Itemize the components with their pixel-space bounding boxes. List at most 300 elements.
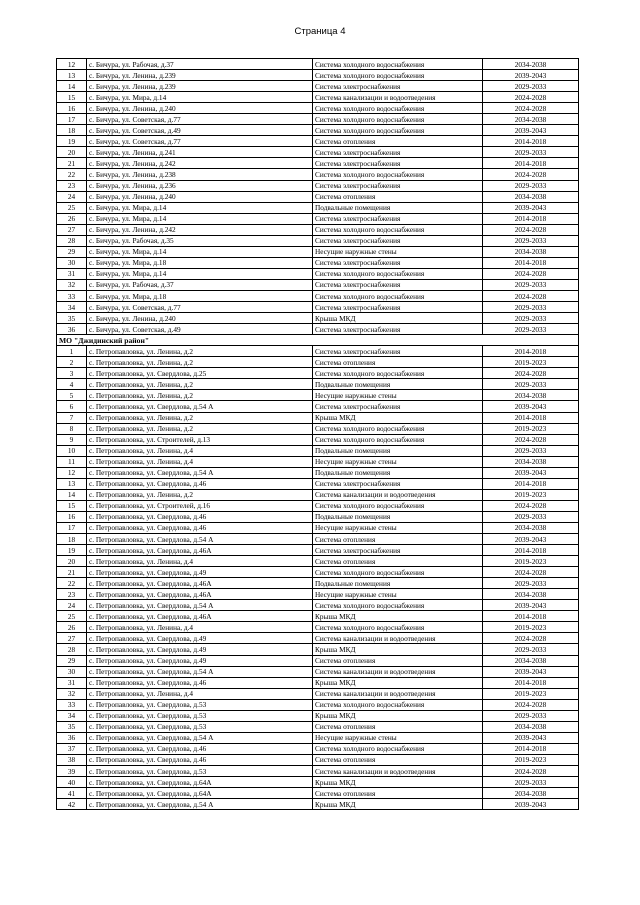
row-number: 24 (57, 191, 87, 202)
row-number: 37 (57, 743, 87, 754)
table-row (57, 688, 579, 699)
period-cell: 2034-2038 (483, 390, 579, 401)
address-cell: с. Петропавловка, ул. Свердлова, д.54 А (87, 600, 313, 611)
address-cell: с. Петропавловка, ул. Ленина, д.4 (87, 688, 313, 699)
address-cell: с. Бичура, ул. Мира, д.14 (87, 213, 313, 224)
address-cell: с. Бичура, ул. Мира, д.18 (87, 290, 313, 301)
address-cell: с. Петропавловка, ул. Свердлова, д.54 А (87, 534, 313, 545)
row-number: 19 (57, 136, 87, 147)
table-row (57, 434, 579, 445)
row-number: 12 (57, 59, 87, 70)
row-number: 40 (57, 777, 87, 788)
row-number: 23 (57, 180, 87, 191)
row-number: 13 (57, 478, 87, 489)
period-cell: 2024-2028 (483, 766, 579, 777)
period-cell: 2014-2018 (483, 412, 579, 423)
table-row (57, 279, 579, 290)
period-cell: 2034-2038 (483, 191, 579, 202)
address-cell: с. Петропавловка, ул. Свердлова, д.49 (87, 633, 313, 644)
system-cell: Система электроснабжения (313, 545, 483, 556)
address-cell: с. Бичура, ул. Мира, д.18 (87, 257, 313, 268)
period-cell: 2034-2038 (483, 788, 579, 799)
period-cell: 2034-2038 (483, 114, 579, 125)
period-cell: 2024-2028 (483, 92, 579, 103)
row-number: 41 (57, 788, 87, 799)
period-cell: 2034-2038 (483, 522, 579, 533)
row-number: 39 (57, 766, 87, 777)
system-cell: Подвальные помещения (313, 379, 483, 390)
system-cell: Система холодного водоснабжения (313, 622, 483, 633)
row-number: 13 (57, 70, 87, 81)
row-number: 10 (57, 445, 87, 456)
row-number: 26 (57, 622, 87, 633)
row-number: 6 (57, 401, 87, 412)
system-cell: Система холодного водоснабжения (313, 699, 483, 710)
address-cell: с. Бичура, ул. Ленина, д.240 (87, 191, 313, 202)
table-row (57, 666, 579, 677)
row-number: 23 (57, 589, 87, 600)
address-cell: с. Бичура, ул. Ленина, д.238 (87, 169, 313, 180)
row-number: 1 (57, 346, 87, 357)
system-cell: Крыша МКД (313, 611, 483, 622)
system-cell: Система холодного водоснабжения (313, 743, 483, 754)
table-row (57, 545, 579, 556)
address-cell: с. Бичура, ул. Ленина, д.239 (87, 70, 313, 81)
period-cell: 2014-2018 (483, 136, 579, 147)
table-row (57, 324, 579, 335)
table-row (57, 578, 579, 589)
table-row (57, 699, 579, 710)
table-row (57, 114, 579, 125)
table-row (57, 125, 579, 136)
system-cell: Несущие наружные стены (313, 246, 483, 257)
period-cell: 2029-2033 (483, 235, 579, 246)
system-cell: Система холодного водоснабжения (313, 59, 483, 70)
row-number: 34 (57, 302, 87, 313)
address-cell: с. Петропавловка, ул. Ленина, д.4 (87, 556, 313, 567)
address-cell: с. Бичура, ул. Мира, д.14 (87, 92, 313, 103)
row-number: 16 (57, 511, 87, 522)
system-cell: Система электроснабжения (313, 302, 483, 313)
row-number: 5 (57, 390, 87, 401)
table-section-heading (57, 335, 579, 346)
system-cell: Система канализации и водоотведения (313, 666, 483, 677)
table-row (57, 644, 579, 655)
system-cell: Крыша МКД (313, 313, 483, 324)
table-row (57, 169, 579, 180)
table-row (57, 732, 579, 743)
address-cell: с. Петропавловка, ул. Свердлова, д.54 А (87, 467, 313, 478)
table-row (57, 357, 579, 368)
address-cell: с. Бичура, ул. Рабочая, д.37 (87, 59, 313, 70)
period-cell: 2024-2028 (483, 224, 579, 235)
system-cell: Система холодного водоснабжения (313, 114, 483, 125)
table-row (57, 390, 579, 401)
address-cell: с. Петропавловка, ул. Ленина, д.4 (87, 445, 313, 456)
table-row (57, 202, 579, 213)
period-cell: 2039-2043 (483, 70, 579, 81)
period-cell: 2034-2038 (483, 655, 579, 666)
table-row (57, 600, 579, 611)
system-cell: Система холодного водоснабжения (313, 70, 483, 81)
system-cell: Система электроснабжения (313, 158, 483, 169)
address-cell: с. Петропавловка, ул. Свердлова, д.25 (87, 368, 313, 379)
system-cell: Система холодного водоснабжения (313, 169, 483, 180)
address-cell: с. Бичура, ул. Рабочая, д.37 (87, 279, 313, 290)
row-number: 3 (57, 368, 87, 379)
system-cell: Система электроснабжения (313, 346, 483, 357)
period-cell: 2019-2023 (483, 357, 579, 368)
table-row (57, 500, 579, 511)
period-cell: 2019-2023 (483, 489, 579, 500)
row-number: 29 (57, 655, 87, 666)
period-cell: 2014-2018 (483, 158, 579, 169)
address-cell: с. Петропавловка, ул. Свердлова, д.49 (87, 567, 313, 578)
address-cell: с. Петропавловка, ул. Свердлова, д.53 (87, 766, 313, 777)
address-cell: с. Бичура, ул. Ленина, д.242 (87, 224, 313, 235)
address-cell: с. Петропавловка, ул. Свердлова, д.53 (87, 710, 313, 721)
address-cell: с. Петропавловка, ул. Свердлова, д.46 (87, 754, 313, 765)
row-number: 14 (57, 81, 87, 92)
table-row (57, 70, 579, 81)
table-row (57, 721, 579, 732)
period-cell: 2039-2043 (483, 534, 579, 545)
period-cell: 2034-2038 (483, 59, 579, 70)
row-number: 11 (57, 456, 87, 467)
table-row (57, 522, 579, 533)
period-cell: 2019-2023 (483, 688, 579, 699)
period-cell: 2014-2018 (483, 346, 579, 357)
period-cell: 2029-2033 (483, 777, 579, 788)
system-cell: Подвальные помещения (313, 467, 483, 478)
row-number: 30 (57, 257, 87, 268)
address-cell: с. Петропавловка, ул. Ленина, д.4 (87, 456, 313, 467)
system-cell: Крыша МКД (313, 677, 483, 688)
address-cell: с. Петропавловка, ул. Свердлова, д.46А (87, 545, 313, 556)
address-cell: с. Петропавловка, ул. Свердлова, д.46А (87, 611, 313, 622)
table-row (57, 456, 579, 467)
system-cell: Система холодного водоснабжения (313, 290, 483, 301)
address-cell: с. Петропавловка, ул. Свердлова, д.46 (87, 677, 313, 688)
row-number: 34 (57, 710, 87, 721)
address-cell: с. Петропавловка, ул. Свердлова, д.53 (87, 699, 313, 710)
row-number: 42 (57, 799, 87, 810)
system-cell: Система канализации и водоотведения (313, 92, 483, 103)
table-row (57, 257, 579, 268)
period-cell: 2034-2038 (483, 246, 579, 257)
row-number: 27 (57, 224, 87, 235)
row-number: 36 (57, 324, 87, 335)
period-cell: 2034-2038 (483, 456, 579, 467)
system-cell: Система электроснабжения (313, 324, 483, 335)
system-cell: Несущие наружные стены (313, 390, 483, 401)
row-number: 12 (57, 467, 87, 478)
table-row (57, 147, 579, 158)
row-number: 18 (57, 534, 87, 545)
table-row (57, 611, 579, 622)
address-cell: с. Бичура, ул. Ленина, д.239 (87, 81, 313, 92)
table-row (57, 655, 579, 666)
system-cell: Система электроснабжения (313, 180, 483, 191)
period-cell: 2024-2028 (483, 169, 579, 180)
period-cell: 2029-2033 (483, 578, 579, 589)
address-cell: с. Петропавловка, ул. Строителей, д.13 (87, 434, 313, 445)
address-cell: с. Петропавловка, ул. Свердлова, д.64А (87, 788, 313, 799)
system-cell: Подвальные помещения (313, 202, 483, 213)
period-cell: 2024-2028 (483, 368, 579, 379)
period-cell: 2029-2033 (483, 511, 579, 522)
period-cell: 2024-2028 (483, 567, 579, 578)
period-cell: 2039-2043 (483, 799, 579, 810)
system-cell: Крыша МКД (313, 710, 483, 721)
table-row (57, 136, 579, 147)
row-number: 30 (57, 666, 87, 677)
table-row (57, 401, 579, 412)
system-cell: Система электроснабжения (313, 147, 483, 158)
row-number: 25 (57, 611, 87, 622)
address-cell: с. Петропавловка, ул. Свердлова, д.46 (87, 511, 313, 522)
page-title: Страница 4 (294, 26, 346, 37)
table-row (57, 213, 579, 224)
address-cell: с. Бичура, ул. Мира, д.14 (87, 202, 313, 213)
system-cell: Система холодного водоснабжения (313, 224, 483, 235)
address-cell: с. Бичура, ул. Рабочая, д.35 (87, 235, 313, 246)
address-cell: с. Бичура, ул. Ленина, д.241 (87, 147, 313, 158)
address-cell: с. Бичура, ул. Советская, д.49 (87, 125, 313, 136)
system-cell: Система отопления (313, 655, 483, 666)
system-cell: Крыша МКД (313, 412, 483, 423)
period-cell: 2024-2028 (483, 290, 579, 301)
address-cell: с. Петропавловка, ул. Свердлова, д.49 (87, 644, 313, 655)
table-row (57, 81, 579, 92)
table-row (57, 622, 579, 633)
system-cell: Система холодного водоснабжения (313, 103, 483, 114)
address-cell: с. Петропавловка, ул. Ленина, д.2 (87, 423, 313, 434)
system-cell: Система электроснабжения (313, 213, 483, 224)
period-cell: 2024-2028 (483, 500, 579, 511)
system-cell: Крыша МКД (313, 777, 483, 788)
system-cell: Несущие наружные стены (313, 589, 483, 600)
row-number: 21 (57, 158, 87, 169)
period-cell: 2019-2023 (483, 622, 579, 633)
system-cell: Система отопления (313, 556, 483, 567)
period-cell: 2014-2018 (483, 257, 579, 268)
row-number: 16 (57, 103, 87, 114)
period-cell: 2034-2038 (483, 721, 579, 732)
table-row (57, 788, 579, 799)
address-cell: с. Петропавловка, ул. Ленина, д.2 (87, 412, 313, 423)
address-cell: с. Петропавловка, ул. Ленина, д.4 (87, 622, 313, 633)
system-cell: Система холодного водоснабжения (313, 268, 483, 279)
address-cell: с. Петропавловка, ул. Свердлова, д.46А (87, 578, 313, 589)
address-cell: с. Петропавловка, ул. Свердлова, д.64А (87, 777, 313, 788)
system-cell: Система электроснабжения (313, 279, 483, 290)
row-number: 4 (57, 379, 87, 390)
row-number: 18 (57, 125, 87, 136)
table-row (57, 633, 579, 644)
period-cell: 2039-2043 (483, 401, 579, 412)
address-cell: с. Петропавловка, ул. Свердлова, д.46 (87, 522, 313, 533)
address-cell: с. Бичура, ул. Ленина, д.240 (87, 313, 313, 324)
period-cell: 2039-2043 (483, 202, 579, 213)
system-cell: Система электроснабжения (313, 401, 483, 412)
row-number: 25 (57, 202, 87, 213)
row-number: 14 (57, 489, 87, 500)
address-cell: с. Петропавловка, ул. Ленина, д.2 (87, 346, 313, 357)
period-cell: 2029-2033 (483, 710, 579, 721)
system-cell: Система отопления (313, 754, 483, 765)
table-row (57, 710, 579, 721)
row-number: 15 (57, 92, 87, 103)
row-number: 9 (57, 434, 87, 445)
table-row (57, 103, 579, 114)
row-number: 22 (57, 578, 87, 589)
table-row (57, 379, 579, 390)
section-heading-row (57, 335, 579, 346)
table-row (57, 766, 579, 777)
table-row (57, 92, 579, 103)
period-cell: 2014-2018 (483, 213, 579, 224)
row-number: 2 (57, 357, 87, 368)
address-cell: с. Петропавловка, ул. Свердлова, д.54 А (87, 401, 313, 412)
table-row (57, 346, 579, 357)
system-cell: Несущие наружные стены (313, 456, 483, 467)
table-row (57, 59, 579, 70)
row-number: 17 (57, 522, 87, 533)
row-number: 28 (57, 235, 87, 246)
period-cell: 2029-2033 (483, 324, 579, 335)
table-row (57, 158, 579, 169)
row-number: 28 (57, 644, 87, 655)
table-row (57, 799, 579, 810)
table-body-dzhida (57, 346, 579, 810)
address-cell: с. Бичура, ул. Ленина, д.236 (87, 180, 313, 191)
row-number: 20 (57, 556, 87, 567)
row-number: 8 (57, 423, 87, 434)
period-cell: 2039-2043 (483, 666, 579, 677)
table-row (57, 290, 579, 301)
system-cell: Система электроснабжения (313, 81, 483, 92)
table-row (57, 180, 579, 191)
address-cell: с. Бичура, ул. Ленина, д.240 (87, 103, 313, 114)
period-cell: 2014-2018 (483, 743, 579, 754)
section-heading: МО "Джидинский район" (57, 335, 579, 346)
system-cell: Крыша МКД (313, 799, 483, 810)
address-cell: с. Бичура, ул. Советская, д.77 (87, 136, 313, 147)
period-cell: 2019-2023 (483, 423, 579, 434)
system-cell: Система холодного водоснабжения (313, 434, 483, 445)
row-number: 32 (57, 688, 87, 699)
row-number: 22 (57, 169, 87, 180)
table-body-bichura (57, 59, 579, 335)
period-cell: 2029-2033 (483, 379, 579, 390)
period-cell: 2034-2038 (483, 589, 579, 600)
period-cell: 2024-2028 (483, 268, 579, 279)
row-number: 17 (57, 114, 87, 125)
period-cell: 2029-2033 (483, 180, 579, 191)
period-cell: 2029-2033 (483, 313, 579, 324)
system-cell: Система отопления (313, 534, 483, 545)
system-cell: Система холодного водоснабжения (313, 600, 483, 611)
period-cell: 2039-2043 (483, 732, 579, 743)
system-cell: Система отопления (313, 191, 483, 202)
period-cell: 2029-2033 (483, 445, 579, 456)
system-cell: Подвальные помещения (313, 578, 483, 589)
table-row (57, 489, 579, 500)
row-number: 32 (57, 279, 87, 290)
table-row (57, 268, 579, 279)
table-row (57, 191, 579, 202)
row-number: 38 (57, 754, 87, 765)
system-cell: Система канализации и водоотведения (313, 489, 483, 500)
table-row (57, 567, 579, 578)
address-cell: с. Петропавловка, ул. Свердлова, д.54 А (87, 732, 313, 743)
system-cell: Система отопления (313, 357, 483, 368)
row-number: 19 (57, 545, 87, 556)
table-row (57, 743, 579, 754)
row-number: 26 (57, 213, 87, 224)
table-row (57, 423, 579, 434)
period-cell: 2024-2028 (483, 434, 579, 445)
address-cell: с. Бичура, ул. Советская, д.77 (87, 302, 313, 313)
table-row (57, 556, 579, 567)
table-row (57, 467, 579, 478)
address-cell: с. Петропавловка, ул. Ленина, д.2 (87, 379, 313, 390)
table-row (57, 224, 579, 235)
address-cell: с. Петропавловка, ул. Ленина, д.2 (87, 357, 313, 368)
address-cell: с. Петропавловка, ул. Свердлова, д.46 (87, 478, 313, 489)
row-number: 35 (57, 721, 87, 732)
system-cell: Подвальные помещения (313, 511, 483, 522)
system-cell: Система холодного водоснабжения (313, 567, 483, 578)
table-row (57, 589, 579, 600)
table-row (57, 754, 579, 765)
system-cell: Система отопления (313, 788, 483, 799)
table-row (57, 412, 579, 423)
period-cell: 2019-2023 (483, 556, 579, 567)
period-cell: 2039-2043 (483, 467, 579, 478)
period-cell: 2014-2018 (483, 677, 579, 688)
row-number: 7 (57, 412, 87, 423)
system-cell: Система холодного водоснабжения (313, 500, 483, 511)
system-cell: Система электроснабжения (313, 478, 483, 489)
row-number: 20 (57, 147, 87, 158)
address-cell: с. Петропавловка, ул. Ленина, д.2 (87, 390, 313, 401)
period-cell: 2014-2018 (483, 478, 579, 489)
period-cell: 2024-2028 (483, 633, 579, 644)
address-cell: с. Петропавловка, ул. Свердлова, д.54 А (87, 799, 313, 810)
row-number: 29 (57, 246, 87, 257)
period-cell: 2029-2033 (483, 81, 579, 92)
table-row (57, 534, 579, 545)
row-number: 33 (57, 699, 87, 710)
system-cell: Система канализации и водоотведения (313, 633, 483, 644)
repair-schedule-table (56, 58, 579, 810)
period-cell: 2029-2033 (483, 147, 579, 158)
table-row (57, 511, 579, 522)
address-cell: с. Петропавловка, ул. Свердлова, д.46А (87, 589, 313, 600)
period-cell: 2029-2033 (483, 644, 579, 655)
row-number: 15 (57, 500, 87, 511)
system-cell: Крыша МКД (313, 644, 483, 655)
system-cell: Система холодного водоснабжения (313, 423, 483, 434)
row-number: 31 (57, 268, 87, 279)
period-cell: 2014-2018 (483, 545, 579, 556)
period-cell: 2019-2023 (483, 754, 579, 765)
period-cell: 2024-2028 (483, 699, 579, 710)
period-cell: 2014-2018 (483, 611, 579, 622)
address-cell: с. Петропавловка, ул. Строителей, д.16 (87, 500, 313, 511)
